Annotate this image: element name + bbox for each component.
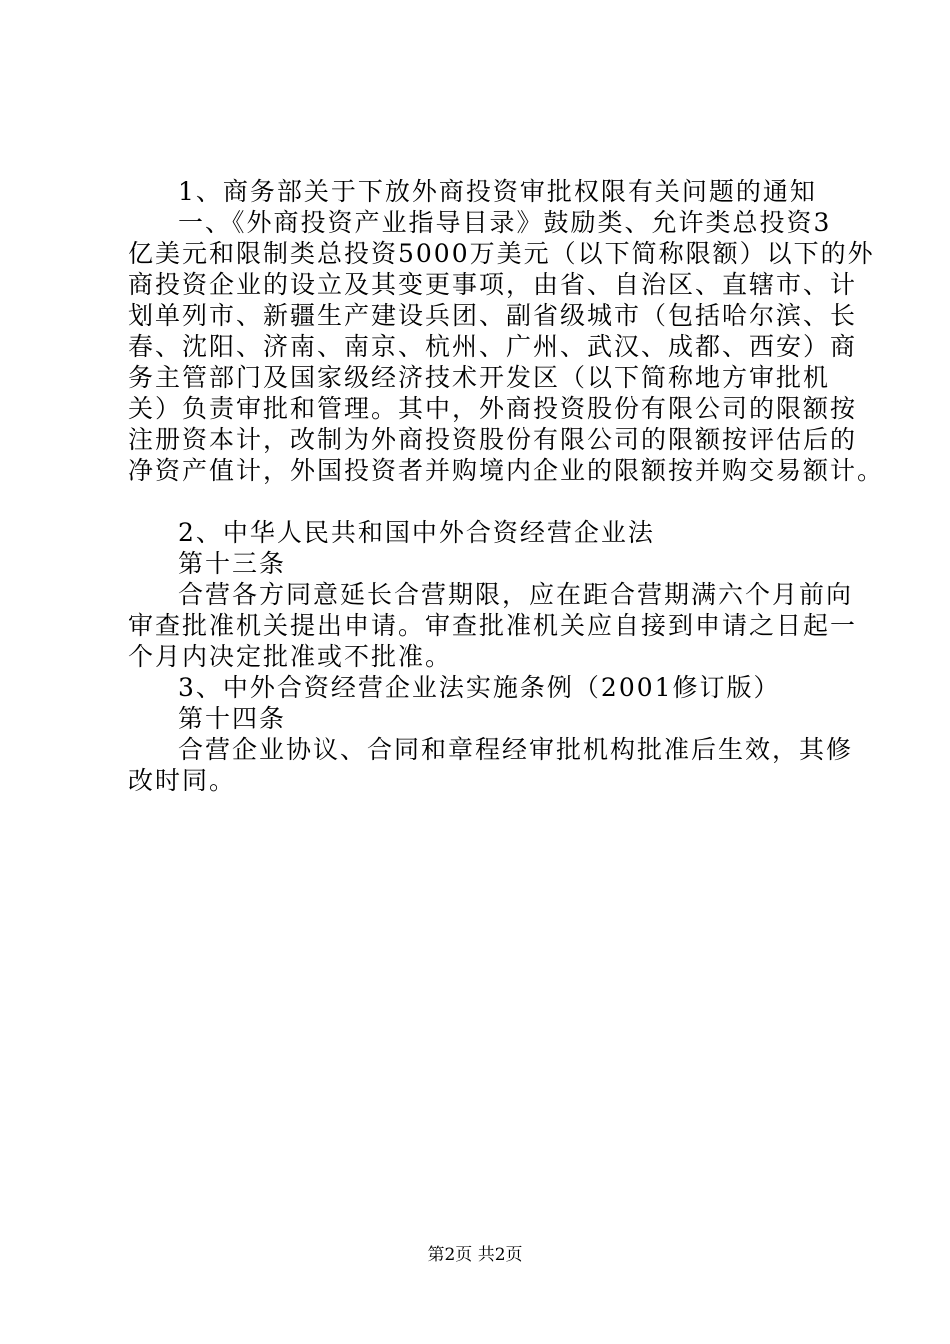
text-line: 改时同。 [128, 766, 237, 795]
text-line: 划单列市、新疆生产建设兵团、副省级城市（包括哈尔滨、长 [128, 301, 858, 330]
text-line: 合营各方同意延长合营期限，应在距合营期满六个月前向 [178, 580, 854, 609]
text-line: 亿美元和限制类总投资5000万美元（以下简称限额）以下的外 [128, 239, 875, 268]
text-line: 务主管部门及国家级经济技术开发区（以下简称地方审批机 [128, 363, 831, 392]
text-line: 关）负责审批和管理。其中，外商投资股份有限公司的限额按 [128, 394, 858, 423]
article-number-14: 第十四条 [178, 704, 287, 733]
heading-implementation-regulations: 3、中外合资经营企业法实施条例（2001修订版） [178, 673, 781, 702]
text-line: 注册资本计，改制为外商投资股份有限公司的限额按评估后的 [128, 425, 858, 454]
text-line: 商投资企业的设立及其变更事项，由省、自治区、直辖市、计 [128, 270, 858, 299]
document-body [128, 176, 885, 796]
text-line: 个月内决定批准或不批准。 [128, 642, 453, 671]
paragraph-article-14 [128, 734, 854, 796]
paragraph-notice-article-1 [128, 207, 885, 486]
heading-notice: 1、商务部关于下放外商投资审批权限有关问题的通知 [178, 177, 817, 206]
paragraph-spacer [128, 486, 840, 517]
text-line: 合营企业协议、合同和章程经审批机构批准后生效，其修 [178, 735, 854, 764]
paragraph-article-13 [128, 579, 858, 672]
page-number-footer: 第2页 共2页 [427, 1245, 523, 1265]
text-line: 一、《外商投资产业指导目录》鼓励类、允许类总投资3 [178, 208, 832, 237]
text-line: 春、沈阳、济南、南京、杭州、广州、武汉、成都、西安）商 [128, 332, 858, 361]
heading-joint-venture-law: 2、中华人民共和国中外合资经营企业法 [178, 518, 655, 547]
article-number-13: 第十三条 [178, 549, 287, 578]
text-line: 审查批准机关提出申请。审查批准机关应自接到申请之日起一 [128, 611, 858, 640]
text-line: 净资产值计，外国投资者并购境内企业的限额按并购交易额计。 [128, 456, 885, 485]
